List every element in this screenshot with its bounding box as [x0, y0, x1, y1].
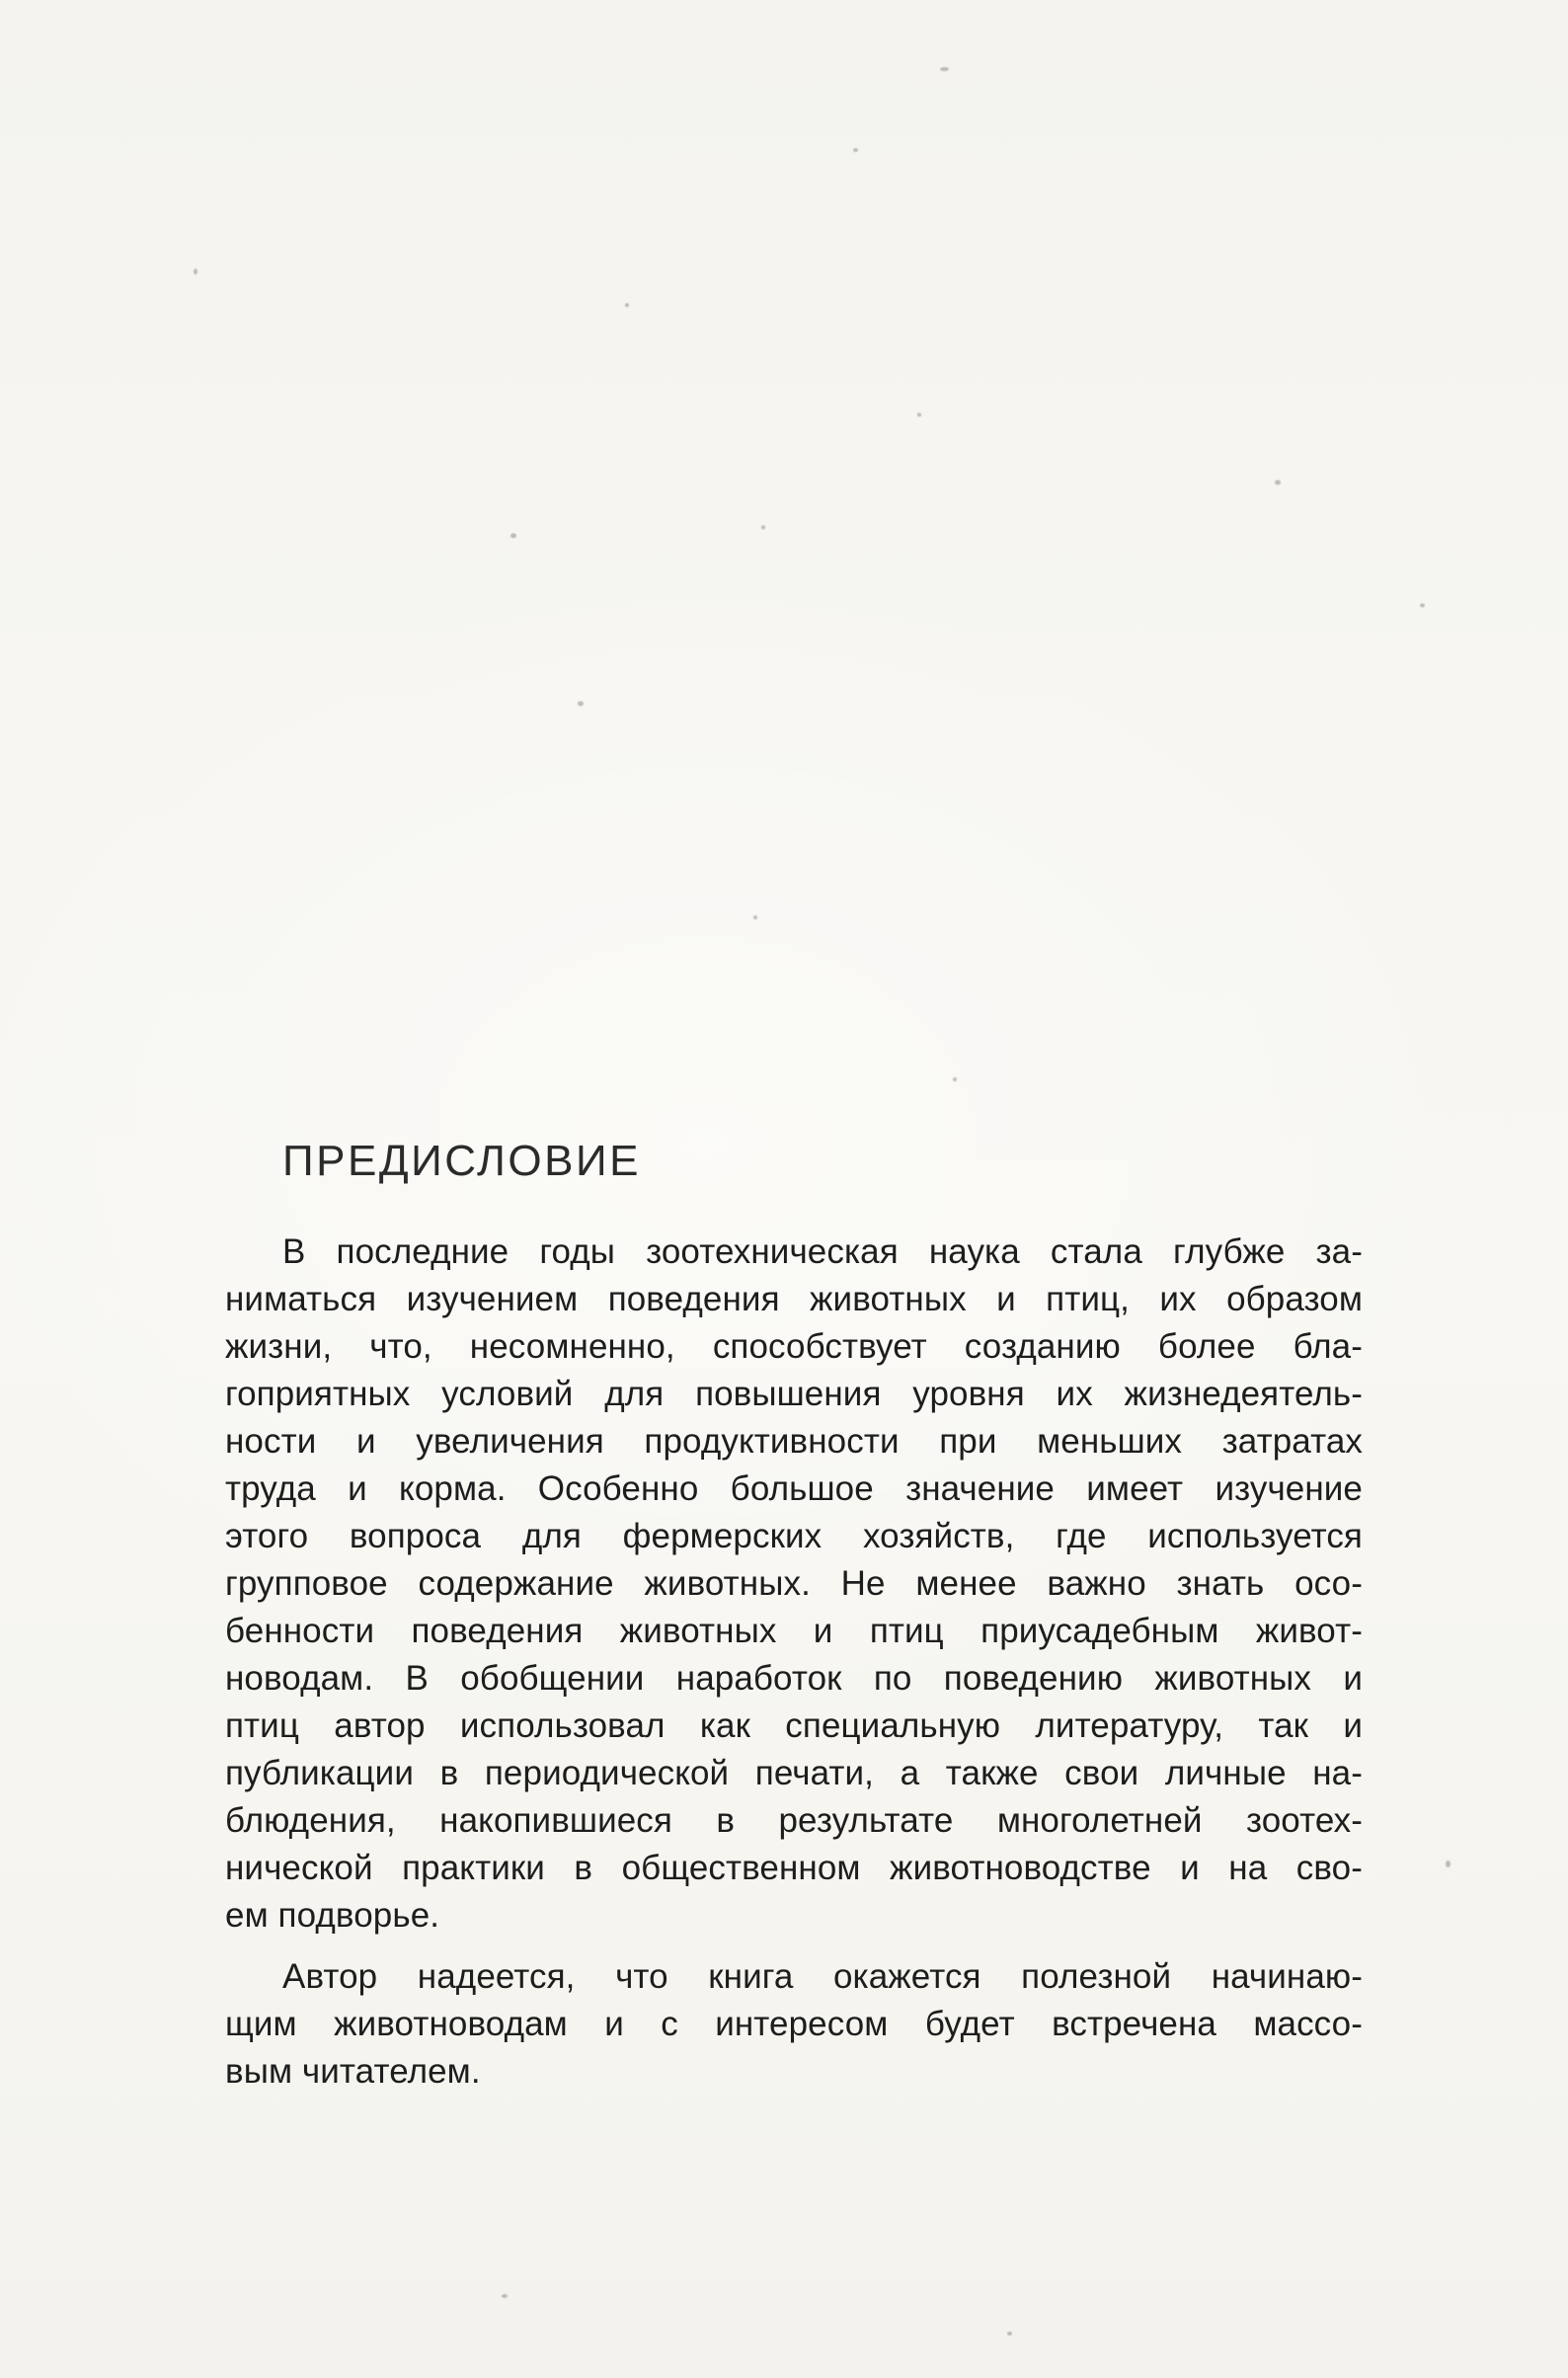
- text-line: блюдения, накопившиеся в результате многолетней зоотех-: [225, 1801, 1363, 1840]
- scan-speck: [1420, 603, 1425, 607]
- text-line: гоприятных условий для повышения уровня их жизнедеятель-: [225, 1375, 1363, 1413]
- scan-speck: [917, 413, 921, 417]
- text-line: жизни, что, несомненно, способствует созданию более бла-: [225, 1327, 1363, 1366]
- scan-speck: [1446, 1861, 1450, 1867]
- text-line: новодам. В обобщении наработок по поведению животных и: [225, 1659, 1363, 1698]
- scan-speck: [1007, 2332, 1012, 2336]
- paragraph: [225, 1229, 1363, 1940]
- text-line: труда и корма. Особенно большое значение имеет изучение: [225, 1469, 1363, 1508]
- body-text: [225, 1229, 1363, 2096]
- text-line: Автор надеется, что книга окажется полезной начинаю-: [282, 1957, 1363, 1996]
- scan-speck: [578, 701, 584, 706]
- scan-speck: [510, 533, 516, 538]
- scan-speck: [853, 148, 858, 152]
- text-line: ем подворье.: [225, 1896, 440, 1935]
- scan-speck: [753, 915, 757, 919]
- scan-speck: [502, 2294, 508, 2298]
- text-line: публикации в периодической печати, а также свои личные на-: [225, 1754, 1363, 1792]
- text-line: ниматься изучением поведения животных и птиц, их образом: [225, 1280, 1363, 1318]
- text-line: В последние годы зоотехническая наука стала глубже за-: [282, 1232, 1363, 1271]
- scan-speck: [625, 303, 629, 307]
- paragraph: [225, 1953, 1363, 2096]
- text-line: щим животноводам и с интересом будет встречена массо-: [225, 2005, 1363, 2043]
- text-line: этого вопроса для фермерских хозяйств, где используется: [225, 1517, 1363, 1555]
- scan-speck: [761, 525, 765, 529]
- text-line: вым читателем.: [225, 2052, 481, 2091]
- page-content: [225, 1136, 1363, 2096]
- scan-speck: [940, 67, 949, 71]
- text-line: ности и увеличения продуктивности при меньших затратах: [225, 1422, 1363, 1461]
- text-line: бенности поведения животных и птиц приусадебным живот-: [225, 1612, 1363, 1650]
- text-line: групповое содержание животных. Не менее важно знать осо-: [225, 1564, 1363, 1603]
- preface-heading: ПРЕДИСЛОВИЕ: [282, 1137, 641, 1185]
- text-line: птиц автор использовал как специальную литературу, так и: [225, 1706, 1363, 1745]
- scan-speck: [1275, 480, 1281, 485]
- text-line: нической практики в общественном животноводстве и на сво-: [225, 1849, 1363, 1887]
- scan-speck: [953, 1077, 957, 1081]
- scan-speck: [194, 269, 197, 275]
